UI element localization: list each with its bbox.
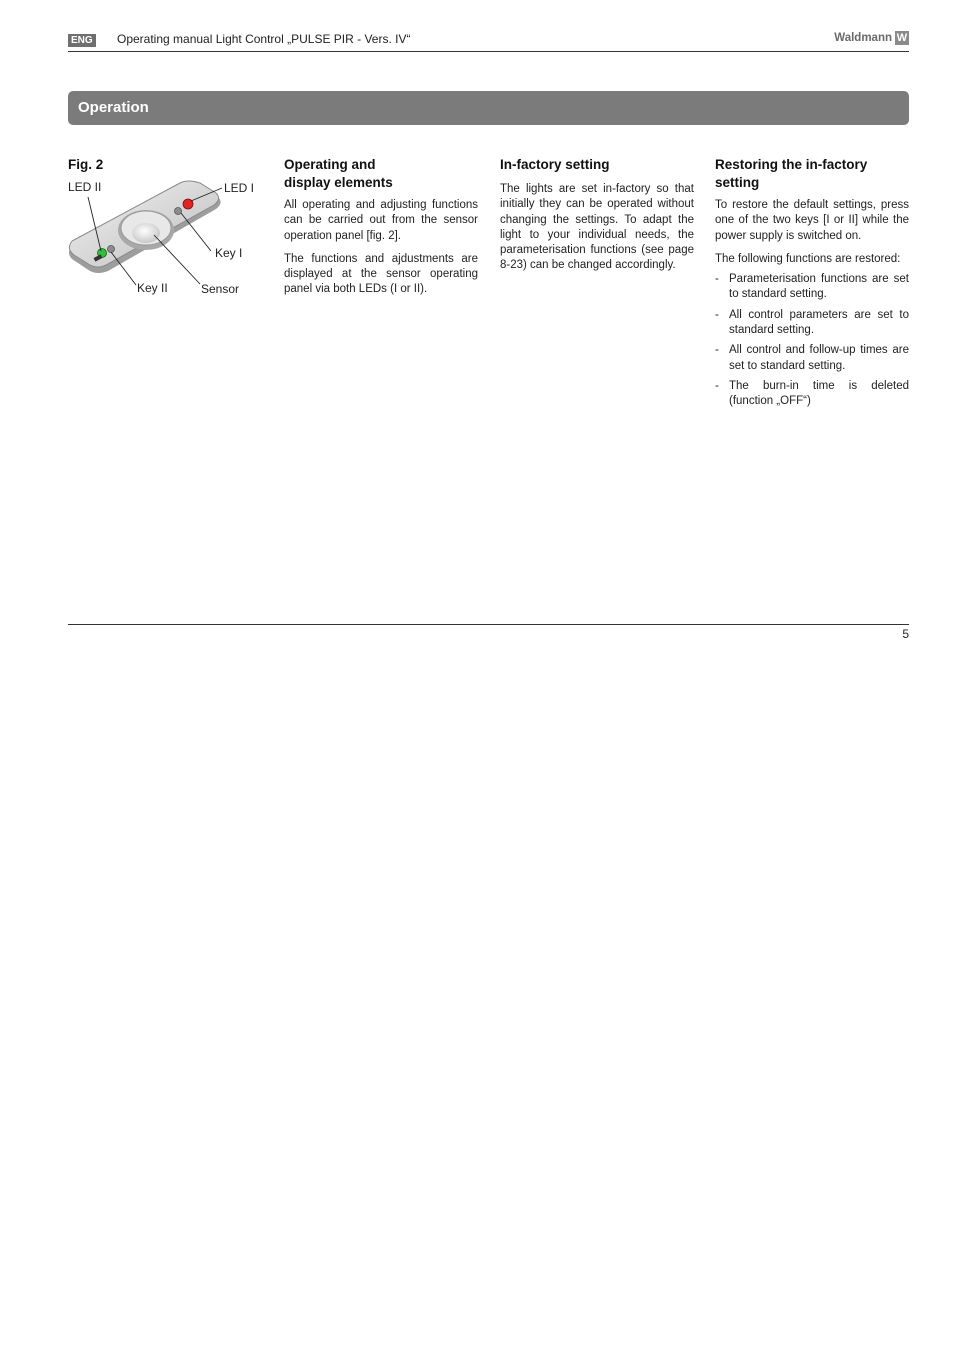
list-item-text: All control and follow-up times are set to standard setting. [729,344,909,372]
paragraph: The lights are set in-factory so that initially they can be operated without changing the settings. To adapt the light to your individual needs, the parameterisation functions (see page 8-23) can be changed accordingly. [500,183,694,272]
label-key-1: Key I [215,246,243,260]
restored-functions-list [715,272,909,409]
page-number: 5 [902,627,909,641]
list-item-text: The burn-in time is deleted (function „OFF“) [729,379,909,408]
heading-in-factory-setting: In-factory setting [500,157,610,172]
brand-name: Waldmann [834,32,892,44]
column-operating-elements [284,156,478,306]
heading-operating-elements [284,156,478,192]
list-item: - All control and follow-up times are set to standard setting. [715,344,909,372]
footer-rule [68,624,909,625]
heading-line-1: Operating and [284,157,376,172]
key-2-button-icon [108,246,115,253]
heading-restoring-setting: Restoring the in-factory setting [715,157,868,190]
section-bar [68,91,909,125]
list-item-text: All control parameters are set to standard setting. [729,308,909,337]
language-badge: ENG [68,34,96,47]
sensor-dome [118,210,174,250]
page-header [68,31,909,52]
paragraph: The following functions are restored: [715,252,901,265]
list-item-text: Parameterisation functions are set to standard setting. [729,273,909,301]
label-led-2: LED II [68,180,102,194]
heading-line-2: display elements [284,175,393,190]
brand [834,31,909,45]
label-key-2: Key II [137,281,168,295]
list-item: - The burn-in time is deleted (function „OFF“) [715,379,909,408]
list-item: - All control parameters are set to standard setting. [715,308,909,337]
list-item: - Parameterisation functions are set to standard setting. [715,273,909,301]
key-1-button-icon [175,208,182,215]
column-in-factory-setting [500,156,694,282]
label-led-1: LED I [224,181,255,195]
paragraph: All operating and adjusting functions can be carried out from the sensor operation panel [fig. 2]. [284,199,478,242]
sensor-panel-illustration [60,175,260,295]
paragraph: The functions and ajdustments are displayed at the sensor operating panel via both LEDs (I or II). [284,252,478,296]
column-restoring-setting [715,156,909,415]
section-title: Operation [78,99,149,116]
document-title: Operating manual Light Control „PULSE PIR - Vers. IV“ [117,32,411,46]
label-sensor: Sensor [201,282,240,296]
figure-title: Fig. 2 [68,157,104,172]
paragraph: To restore the default settings, press one of the two keys [I or II] while the power supply is switched on. [715,199,909,242]
brand-logo-icon: W [896,32,908,44]
